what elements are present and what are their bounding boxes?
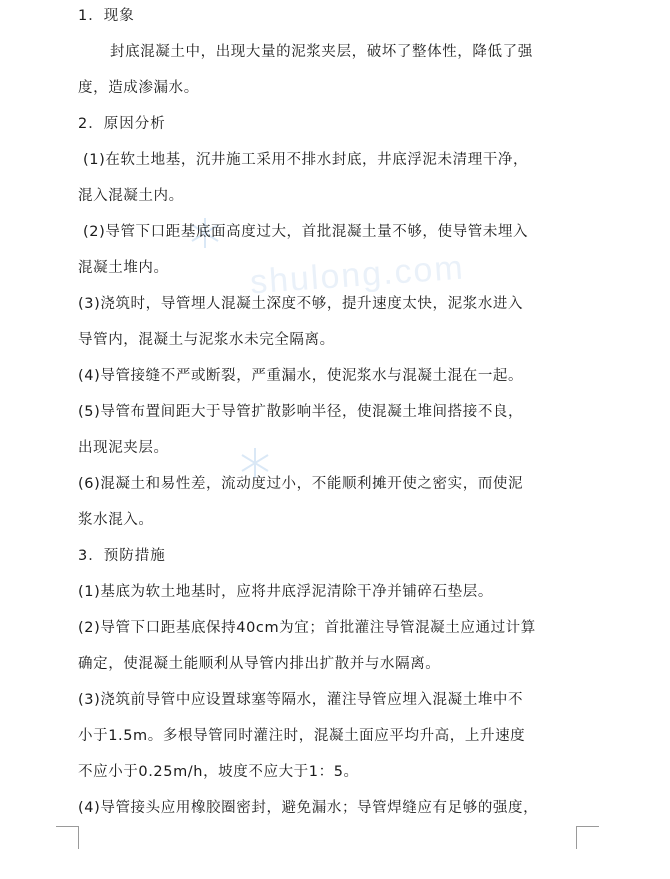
paragraph-line: 小于1.5m。多根导管同时灌注时，混凝土面应平均升高，上升速度 bbox=[78, 728, 526, 744]
paragraph-line: 导管内，混凝土与泥浆水未完全隔离。 bbox=[78, 332, 335, 348]
paragraph-line: (4)导管接缝不严或断裂，严重漏水，使泥浆水与混凝土混在一起。 bbox=[78, 368, 524, 384]
paragraph-line: 度，造成渗漏水。 bbox=[78, 80, 199, 96]
paragraph-line: (3)浇筑时，导管埋人混凝土深度不够，提升速度太快，泥浆水进入 bbox=[78, 296, 524, 312]
paragraph-line: (6)混凝土和易性差，流动度过小，不能顺利摊开使之密实，而使泥 bbox=[78, 476, 524, 492]
paragraph-line: (4)导管接头应用橡胶圈密封，避免漏水；导管焊缝应有足够的强度， bbox=[78, 800, 539, 816]
paragraph-line: (1)在软土地基，沉井施工采用不排水封底，井底浮泥未清理干净， bbox=[83, 152, 529, 168]
paragraph-line: (5)导管布置间距大于导管扩散影响半径，使混凝土堆间搭接不良， bbox=[78, 404, 524, 420]
paragraph-line: 出现泥夹层。 bbox=[78, 440, 169, 456]
paragraph-line: 混凝土堆内。 bbox=[78, 260, 169, 276]
paragraph-line: 浆水混入。 bbox=[78, 512, 154, 528]
page-corner-mark-left bbox=[56, 826, 79, 849]
paragraph-line: (2)导管下口距基底保持40cm为宜；首批灌注导管混凝土应通过计算 bbox=[78, 620, 536, 636]
section-heading-2: 2．原因分析 bbox=[78, 116, 166, 132]
section-heading-1: 1．现象 bbox=[78, 8, 135, 24]
paragraph-line: (3)浇筑前导管中应设置球塞等隔水，灌注导管应埋入混凝土堆中不 bbox=[78, 692, 524, 708]
paragraph-line: 封底混凝土中，出现大量的泥浆夹层，破坏了整体性，降低了强 bbox=[110, 44, 533, 60]
paragraph-line: 确定，使混凝土能顺利从导管内排出扩散并与水隔离。 bbox=[78, 656, 441, 672]
paragraph-line: (1)基底为软土地基时，应将井底浮泥清除干净并铺碎石垫层。 bbox=[78, 584, 493, 600]
section-heading-3: 3．预防措施 bbox=[78, 548, 166, 564]
paragraph-line: 混入混凝土内。 bbox=[78, 188, 184, 204]
watermark-text: shulong.com bbox=[248, 248, 466, 302]
page-corner-mark-right bbox=[576, 826, 599, 849]
paragraph-line: 不应小于0.25m/h，坡度不应大于1：5。 bbox=[78, 764, 359, 780]
paragraph-line: (2)导管下口距基底面高度过大，首批混凝土量不够，使导管未埋入 bbox=[83, 224, 529, 240]
